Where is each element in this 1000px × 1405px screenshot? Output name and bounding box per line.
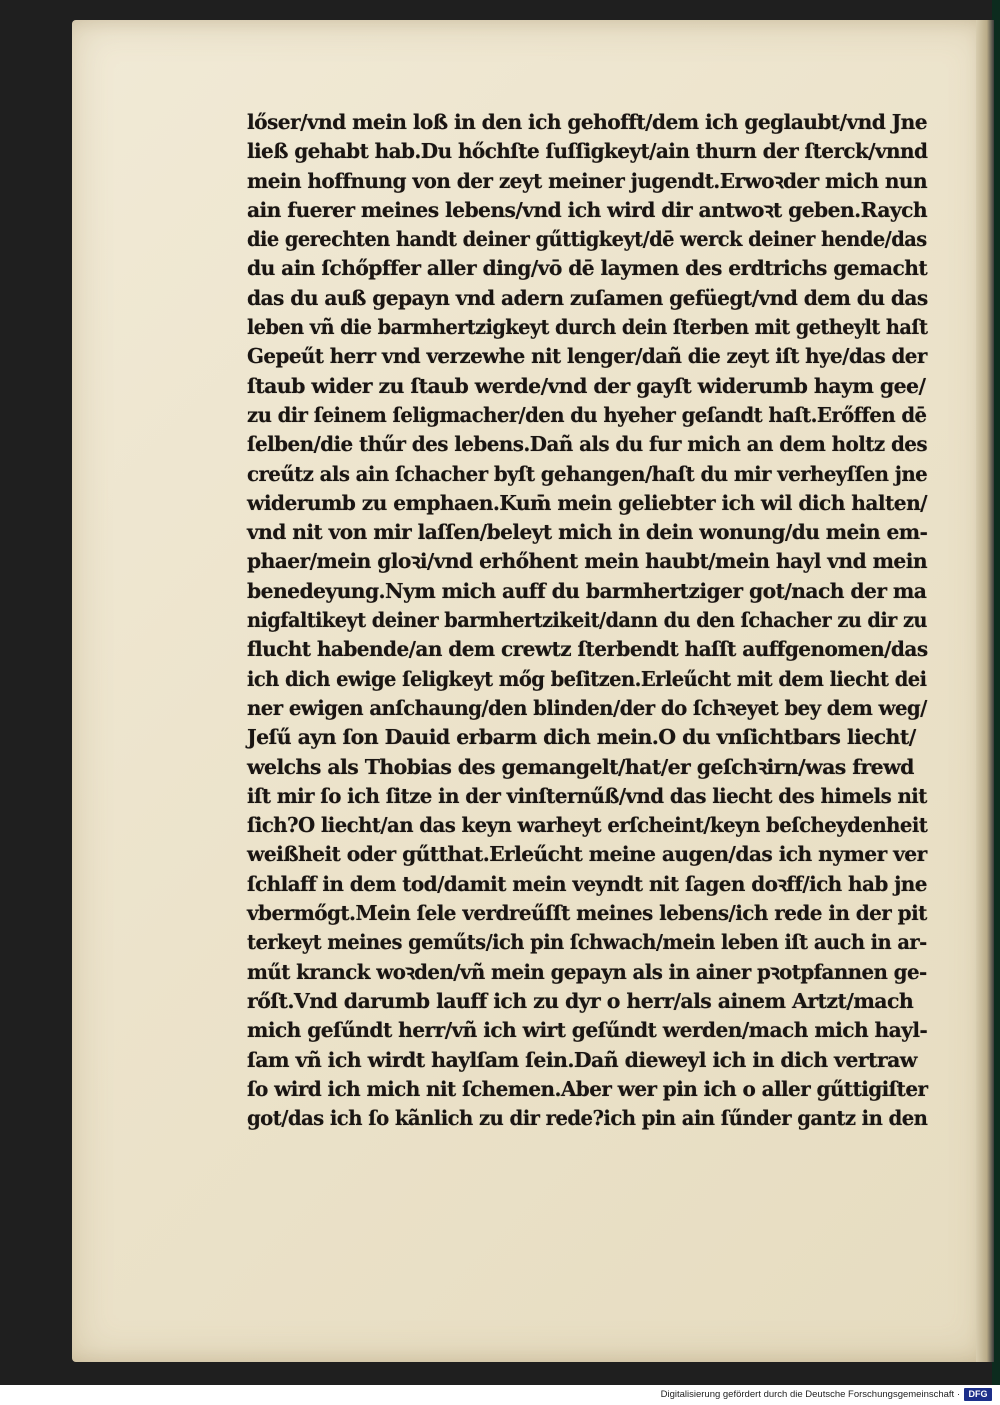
text-line: lőser/vnd mein loß in den ich gehofft/dem ich geglaubt/vnd Jne (247, 110, 928, 134)
text-line: Jeſű ayn ſon Dauid erbarm dich mein.O du vnſichtbars liecht/ (247, 725, 916, 750)
text-line: phaer/mein gloꝛi/vnd erhőhent mein haubt/mein hayl vnd mein (247, 549, 927, 574)
text-line: ain fuerer meines lebens/vnd ich wird dir antwoꝛt geben.Raych (247, 197, 928, 222)
text-line: weißheit oder gűtthat.Erleűcht meine augen/das ich nymer ver (247, 842, 927, 867)
footer-bar (0, 1385, 1000, 1405)
text-line: vbermőgt.Mein ſele verdreűſſt meines lebens/ich rede in der pit (247, 901, 927, 926)
text-line: zu dir ſeinem ſeligmacher/den du hyeher geſandt haſt.Erőffen dē (247, 402, 927, 427)
text-line: das du auß gepayn vnd adern zuſamen gefüegt/vnd dem du das (247, 285, 928, 310)
text-line: du ain ſchőpffer aller ding/vō dē laymen des erdtrichs gemacht (247, 256, 928, 281)
text-line: ner ewigen anſchaung/den blinden/der do ſchꝛeyet bey dem weg/ (247, 695, 927, 720)
text-line: ſtaub wider zu ſtaub werde/vnd der gayſt widerumb haym gee/ (247, 373, 926, 398)
page-edge-shadow (976, 20, 994, 1362)
text-line: widerumb zu emphaen.Kum̄ mein geliebter ich wil dich halten/ (247, 490, 927, 515)
dfg-logo: DFG (964, 1388, 992, 1401)
blackletter-text-block (247, 108, 927, 1133)
text-line: vnd nit von mir laſſen/beleyt mich in dein wonung/du mein em- (247, 520, 928, 545)
text-line: terkeyt meines geműts/ich pin ſchwach/mein leben iſt auch in ar- (247, 930, 927, 955)
text-line: rőſt.Vnd darumb lauff ich zu dyr o herr/als ainem Artzt/mach (247, 988, 914, 1013)
text-line: got/das ich ſo kãnlich zu dir rede?ich pin ain ſűnder gantz in den (247, 1106, 928, 1131)
text-line: ſich?O liecht/an das keyn warheyt erſcheint/keyn beſcheydenheit (247, 813, 928, 838)
text-line: mein hoffnung von der zeyt meiner jugendt.Erwoꝛder mich nun (247, 168, 927, 193)
text-line: nigfaltikeyt deiner barmhertzikeit/dann du den ſchacher zu dir zu (247, 608, 927, 633)
text-line: ich dich ewige ſeligkeyt mőg beſitzen.Erleűcht mit dem liecht dei (247, 666, 927, 691)
text-line: flucht habende/an dem crewtz ſterbendt haſſt auffgenomen/das (247, 637, 928, 662)
text-line: welchs als Thobias des gemangelt/hat/er geſchꝛirn/was frewd (247, 754, 914, 779)
text-line: ſo wird ich mich nit ſchemen.Aber wer pin ich o aller gűttigiſter (247, 1076, 928, 1101)
text-line: creűtz als ain ſchacher byſt gehangen/haſt du mir verheyſſen jne (247, 461, 928, 486)
text-line: leben vñ die barmhertzigkeyt durch dein ſterben mit getheylt haſt (247, 315, 928, 340)
text-line: ließ gehabt hab.Du hőchſte ſuſſigkeyt/ain thurn der ſterck/vnnd (247, 139, 928, 164)
text-line: ſam vñ ich wirdt haylſam ſein.Dañ dieweyl ich in dich vertraw (247, 1047, 917, 1072)
text-line: iſt mir ſo ich ſitze in der vinſternűß/vnd das liecht des himels nit (247, 783, 927, 808)
funding-credit: Digitalisierung gefördert durch die Deutsche Forschungsgemeinschaft · (660, 1389, 960, 1400)
text-line: die gerechten handt deiner gűttigkeyt/dē werck deiner hende/das (247, 227, 927, 252)
text-line: ſchlaff in dem tod/damit mein veyndt nit ſagen doꝛff/ich hab jne (247, 871, 927, 896)
text-line: benedeyung.Nym mich auff du barmhertziger got/nach der ma (247, 578, 927, 603)
text-line: műt kranck woꝛden/vñ mein gepayn als in ainer pꝛotpfannen ge- (247, 959, 927, 984)
text-line: mich geſűndt herr/vñ ich wirt geſűndt werden/mach mich hayl- (247, 1018, 928, 1043)
text-line: ſelben/die thűr des lebens.Dañ als du fur mich an dem holtz des (247, 432, 928, 457)
text-line: Gepeűt herr vnd verzewhe nit lenger/dañ die zeyt iſt hye/das der (247, 344, 927, 369)
